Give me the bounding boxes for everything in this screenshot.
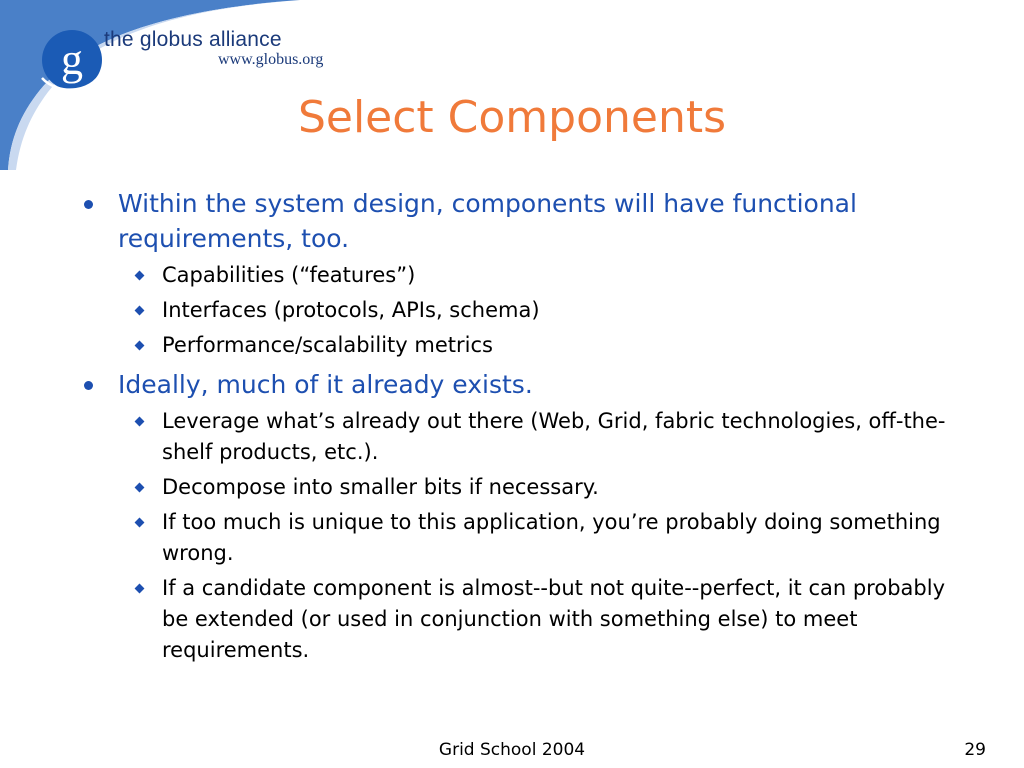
sub-bullet-text: Decompose into smaller bits if necessary. — [162, 475, 599, 499]
sub-bullet-text: Leverage what’s already out there (Web, Grid, fabric technologies, off-the-shelf products, etc.). — [162, 409, 946, 464]
globus-logo-icon — [36, 26, 108, 98]
sub-bullet-text: Performance/scalability metrics — [162, 333, 493, 357]
diamond-bullet-icon — [135, 417, 145, 427]
diamond-bullet-icon — [135, 341, 145, 351]
page-number: 29 — [964, 740, 986, 760]
sub-bullet-item — [82, 330, 962, 361]
bullet-item — [82, 186, 962, 256]
logo-glyph: g — [61, 35, 83, 84]
logo-name: the globus alliance — [104, 28, 282, 51]
diamond-bullet-icon — [135, 584, 145, 594]
sub-bullet-item — [82, 507, 962, 569]
bullet-group-2 — [82, 367, 962, 666]
sub-bullet-text: If a candidate component is almost--but not quite--perfect, it can probably be extended (or used in conjunction with something else) to meet requirements. — [162, 576, 945, 662]
diamond-bullet-icon — [135, 483, 145, 493]
bullet-group-1 — [82, 186, 962, 361]
footer-label: Grid School 2004 — [438, 740, 586, 760]
bullet-text: Within the system design, components will have functional requirements, too. — [118, 189, 857, 253]
bullet-text: Ideally, much of it already exists. — [118, 370, 533, 399]
sub-bullet-item — [82, 260, 962, 291]
sub-bullet-text: Interfaces (protocols, APIs, schema) — [162, 298, 540, 322]
bullet-item — [82, 367, 962, 402]
diamond-bullet-icon — [135, 271, 145, 281]
sub-bullet-item — [82, 472, 962, 503]
bullet-dot-icon — [84, 381, 93, 390]
bullet-dot-icon — [84, 200, 93, 209]
bullet-list — [82, 186, 962, 672]
slide-title: Select Components — [297, 92, 727, 143]
sub-bullet-item — [82, 295, 962, 326]
sub-bullet-item — [82, 406, 962, 468]
sub-bullet-item — [82, 573, 962, 666]
logo-url: www.globus.org — [218, 51, 324, 68]
diamond-bullet-icon — [135, 306, 145, 316]
sub-bullet-text: Capabilities (“features”) — [162, 263, 416, 287]
diamond-bullet-icon — [135, 518, 145, 528]
sub-bullet-text: If too much is unique to this application, you’re probably doing something wrong. — [162, 510, 941, 565]
